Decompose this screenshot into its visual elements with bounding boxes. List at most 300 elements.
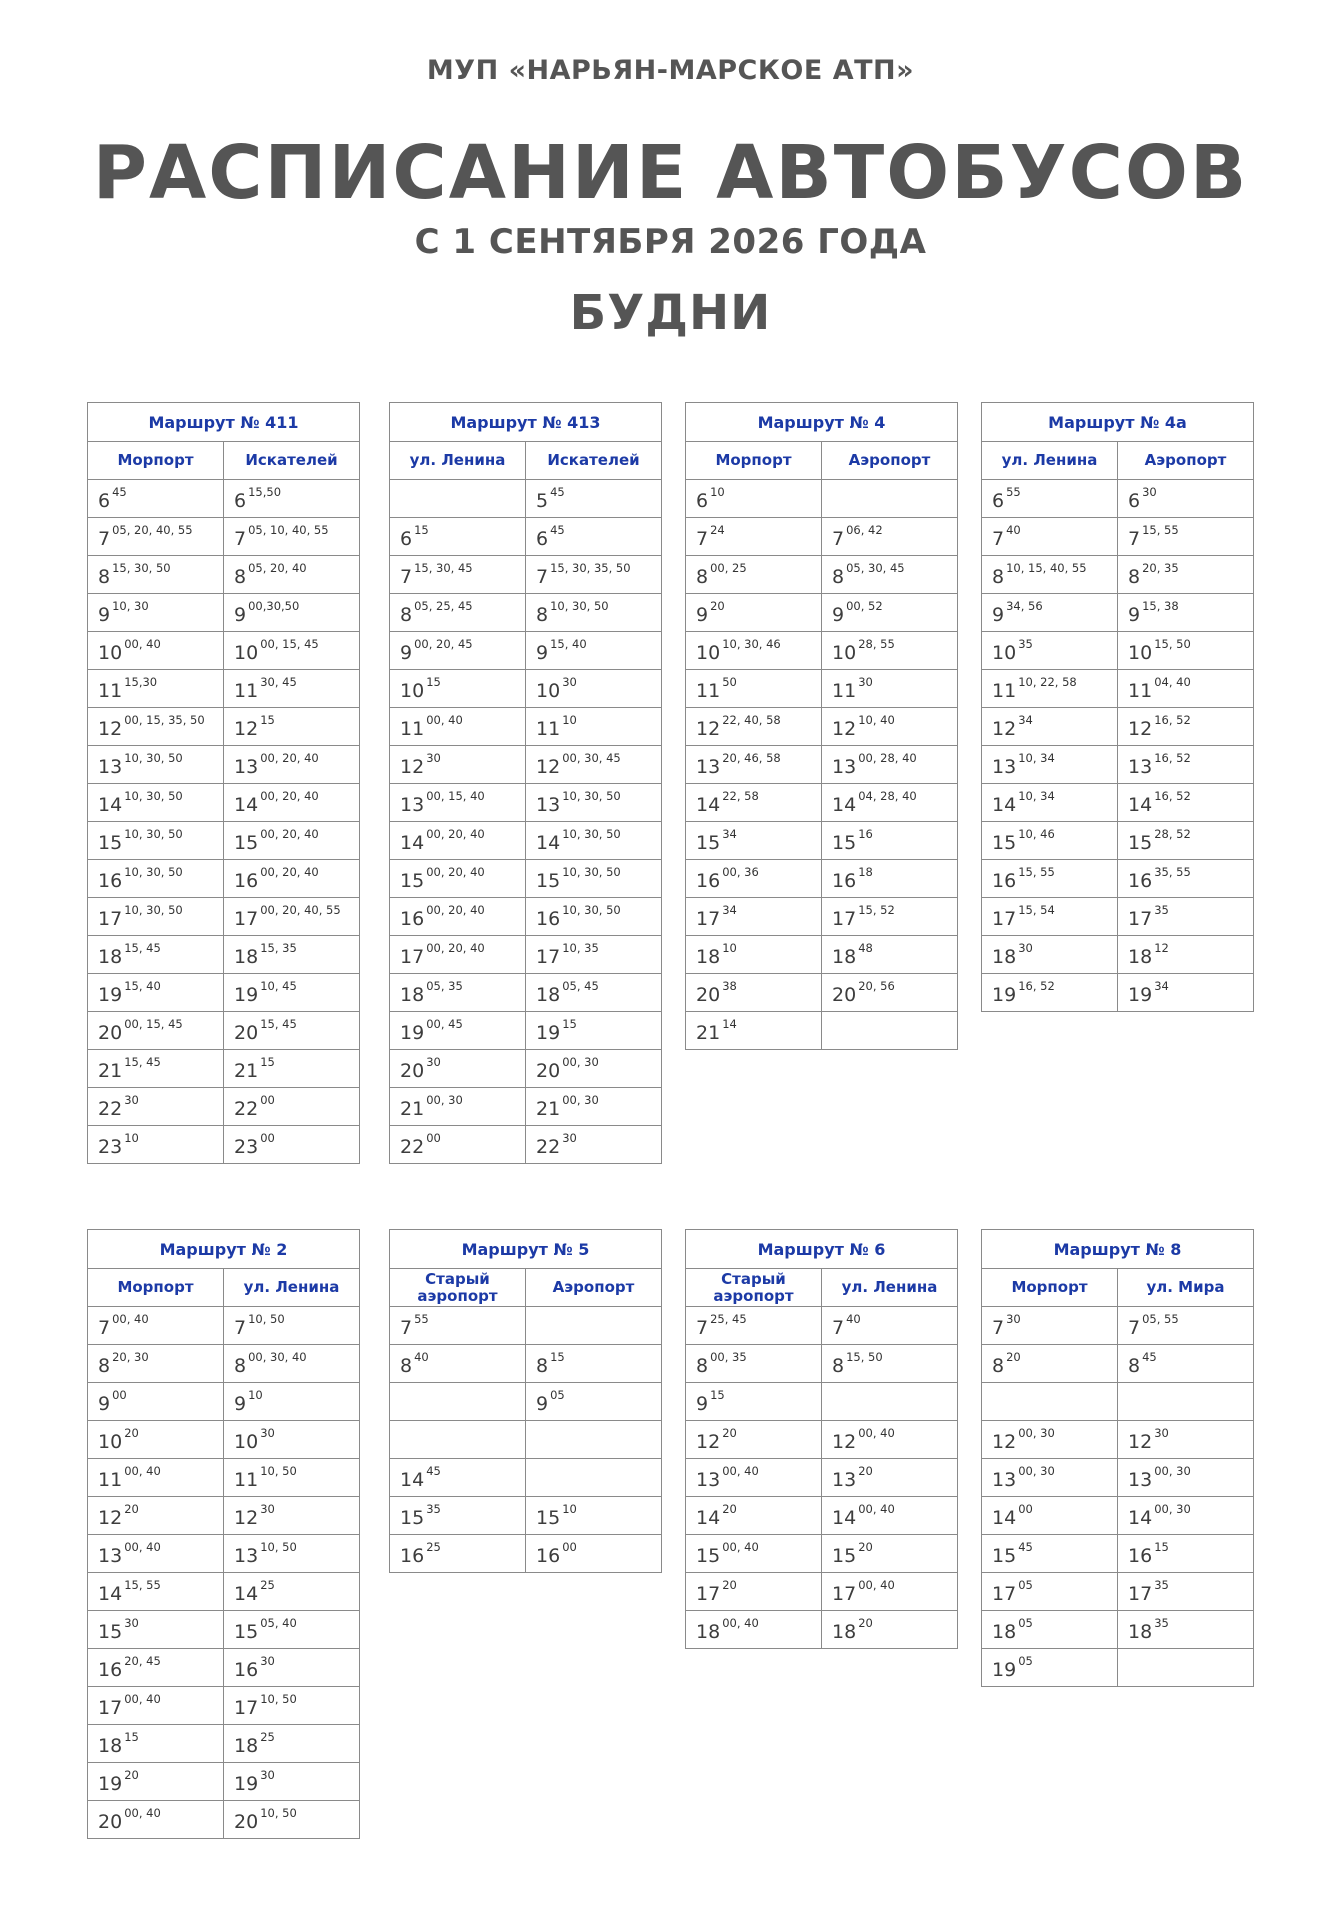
departure-hour: 14: [234, 794, 259, 816]
schedule-row: [88, 1497, 360, 1535]
departure-hour: 15: [696, 1545, 721, 1567]
departure-hour: 10: [696, 642, 721, 664]
departure-cell: [982, 1573, 1118, 1611]
departure-cell: [390, 1535, 526, 1573]
departure-cell: [686, 898, 822, 936]
departure-cell: [390, 1088, 526, 1126]
departure-hour: 11: [98, 680, 123, 702]
departure-hour: 8: [400, 604, 413, 626]
departure-cell: [88, 936, 224, 974]
route-title: Маршрут № 6: [686, 1230, 958, 1269]
departure-hour: 10: [234, 1431, 259, 1453]
departure-hour: 8: [1128, 566, 1141, 588]
departure-minutes: 00, 20, 40, 55: [260, 903, 341, 917]
schedule-row: [88, 1012, 360, 1050]
departure-hour: 22: [234, 1098, 259, 1120]
departure-cell: [1118, 480, 1254, 518]
departure-cell: [822, 1345, 958, 1383]
departure-cell: [982, 1535, 1118, 1573]
stop-name: Морпорт: [88, 1269, 224, 1307]
departure-cell: [224, 1383, 360, 1421]
departure-cell: [982, 746, 1118, 784]
departure-hour: 14: [98, 1583, 123, 1605]
departure-minutes: 00, 35: [710, 1350, 747, 1364]
departure-hour: 12: [992, 1431, 1017, 1453]
departure-cell: [390, 708, 526, 746]
route-table: [981, 1229, 1254, 1687]
departure-cell: [88, 822, 224, 860]
schedule-row: [88, 1763, 360, 1801]
departure-minutes: 15, 55: [1018, 865, 1055, 879]
departure-cell: [224, 974, 360, 1012]
departure-minutes: 40: [414, 1350, 429, 1364]
departure-minutes: 10, 50: [260, 1464, 297, 1478]
departure-hour: 7: [1128, 1317, 1141, 1339]
departure-hour: 17: [1128, 1583, 1153, 1605]
departure-cell: [982, 670, 1118, 708]
departure-minutes: 00, 30, 40: [248, 1350, 307, 1364]
departure-hour: 13: [234, 756, 259, 778]
stop-name: Аэропорт: [822, 442, 958, 480]
schedule-row: [390, 1383, 662, 1421]
departure-cell: [982, 1345, 1118, 1383]
schedule-row: [686, 670, 958, 708]
departure-hour: 7: [234, 1317, 247, 1339]
departure-cell: [526, 1345, 662, 1383]
departure-hour: 16: [536, 908, 561, 930]
departure-minutes: 00, 40: [124, 637, 161, 651]
departure-minutes: 15: [1154, 1540, 1169, 1554]
departure-cell: [1118, 974, 1254, 1012]
departure-cell: [822, 936, 958, 974]
departure-minutes: 10, 34: [1018, 789, 1055, 803]
departure-minutes: 30, 45: [260, 675, 297, 689]
departure-hour: 17: [832, 908, 857, 930]
departure-hour: 18: [98, 946, 123, 968]
departure-minutes: 30: [260, 1768, 275, 1782]
stop-name: Искателей: [526, 442, 662, 480]
departure-minutes: 10, 30, 50: [550, 599, 609, 613]
departure-cell: [1118, 1307, 1254, 1345]
departure-cell: [88, 708, 224, 746]
departure-minutes: 30: [1018, 941, 1033, 955]
departure-cell: [390, 1050, 526, 1088]
departure-minutes: 15, 54: [1018, 903, 1055, 917]
departure-hour: 17: [98, 1697, 123, 1719]
departure-cell: [982, 594, 1118, 632]
departure-hour: 13: [832, 756, 857, 778]
departure-minutes: 30: [1006, 1312, 1021, 1326]
departure-minutes: 10: [722, 941, 737, 955]
departure-cell: [390, 1459, 526, 1497]
departure-minutes: 00, 20, 40: [260, 865, 319, 879]
departure-cell: [526, 594, 662, 632]
departure-hour: 11: [536, 718, 561, 740]
departure-hour: 8: [234, 1355, 247, 1377]
departure-hour: 19: [1128, 984, 1153, 1006]
departure-hour: 7: [832, 1317, 845, 1339]
departure-minutes: 00, 40: [858, 1502, 895, 1516]
departure-hour: 7: [992, 1317, 1005, 1339]
departure-hour: 6: [696, 490, 709, 512]
stop-name: ул. Ленина: [982, 442, 1118, 480]
empty-cell: [1118, 1649, 1254, 1687]
departure-cell: [686, 1012, 822, 1050]
departure-hour: 13: [1128, 1469, 1153, 1491]
departure-cell: [224, 822, 360, 860]
departure-cell: [88, 1050, 224, 1088]
departure-hour: 9: [98, 1393, 111, 1415]
departure-hour: 20: [234, 1811, 259, 1833]
departure-hour: 22: [400, 1136, 425, 1158]
schedule-row: [390, 1050, 662, 1088]
departure-cell: [686, 1573, 822, 1611]
departure-cell: [526, 974, 662, 1012]
departure-minutes: 30: [426, 1055, 441, 1069]
departure-minutes: 16: [858, 827, 873, 841]
departure-minutes: 00, 52: [846, 599, 883, 613]
departure-cell: [1118, 1345, 1254, 1383]
departure-hour: 13: [98, 756, 123, 778]
departure-minutes: 48: [858, 941, 873, 955]
departure-cell: [1118, 1459, 1254, 1497]
departure-cell: [390, 860, 526, 898]
departure-cell: [982, 1497, 1118, 1535]
departure-cell: [88, 1611, 224, 1649]
schedule-row: [390, 784, 662, 822]
departure-cell: [822, 898, 958, 936]
departure-minutes: 00, 30: [562, 1055, 599, 1069]
departure-hour: 9: [1128, 604, 1141, 626]
departure-minutes: 35: [1154, 1578, 1169, 1592]
departure-cell: [526, 936, 662, 974]
departure-minutes: 00, 40: [112, 1312, 149, 1326]
departure-minutes: 20, 35: [1142, 561, 1179, 575]
schedule-row: [686, 1535, 958, 1573]
departure-minutes: 16, 52: [1154, 789, 1191, 803]
departure-cell: [526, 898, 662, 936]
schedule-row: [982, 1345, 1254, 1383]
departure-minutes: 00, 30: [1018, 1426, 1055, 1440]
departure-cell: [982, 974, 1118, 1012]
departure-hour: 15: [234, 832, 259, 854]
departure-hour: 14: [696, 794, 721, 816]
departure-hour: 6: [234, 490, 247, 512]
departure-minutes: 45: [1142, 1350, 1157, 1364]
departure-cell: [526, 1497, 662, 1535]
departure-minutes: 00, 36: [722, 865, 759, 879]
departure-cell: [88, 1687, 224, 1725]
schedule-row: [88, 1050, 360, 1088]
departure-hour: 15: [992, 1545, 1017, 1567]
departure-cell: [88, 898, 224, 936]
departure-cell: [686, 784, 822, 822]
departure-hour: 14: [832, 794, 857, 816]
schedule-row: [390, 1459, 662, 1497]
route-title: Маршрут № 4: [686, 403, 958, 442]
departure-minutes: 20: [722, 1502, 737, 1516]
departure-cell: [526, 860, 662, 898]
departure-minutes: 00, 20, 40: [260, 827, 319, 841]
departure-cell: [686, 480, 822, 518]
departure-cell: [822, 822, 958, 860]
schedule-row: [88, 1687, 360, 1725]
schedule-row: [982, 1459, 1254, 1497]
departure-cell: [822, 632, 958, 670]
departure-hour: 11: [1128, 680, 1153, 702]
departure-cell: [822, 1307, 958, 1345]
departure-hour: 14: [696, 1507, 721, 1529]
departure-hour: 19: [98, 1773, 123, 1795]
departure-cell: [224, 1725, 360, 1763]
departure-cell: [1118, 556, 1254, 594]
departure-minutes: 05, 30, 45: [846, 561, 905, 575]
departure-cell: [390, 1126, 526, 1164]
departure-hour: 19: [536, 1022, 561, 1044]
departure-hour: 17: [400, 946, 425, 968]
departure-cell: [686, 974, 822, 1012]
departure-hour: 14: [1128, 794, 1153, 816]
departure-cell: [88, 784, 224, 822]
departure-cell: [224, 1088, 360, 1126]
departure-minutes: 25: [260, 1578, 275, 1592]
departure-minutes: 14: [722, 1017, 737, 1031]
departure-minutes: 00, 20, 40: [426, 941, 485, 955]
departure-hour: 16: [400, 908, 425, 930]
departure-hour: 9: [832, 604, 845, 626]
departure-hour: 7: [696, 1317, 709, 1339]
departure-hour: 12: [536, 756, 561, 778]
departure-cell: [526, 708, 662, 746]
departure-minutes: 00, 30: [1154, 1502, 1191, 1516]
departure-minutes: 15: [414, 523, 429, 537]
departure-minutes: 35, 55: [1154, 865, 1191, 879]
departure-cell: [526, 822, 662, 860]
departure-minutes: 38: [722, 979, 737, 993]
departure-cell: [686, 1307, 822, 1345]
departure-cell: [390, 784, 526, 822]
departure-cell: [822, 746, 958, 784]
departure-minutes: 05, 10, 40, 55: [248, 523, 329, 537]
departure-minutes: 50: [722, 675, 737, 689]
departure-minutes: 10, 50: [260, 1692, 297, 1706]
departure-cell: [224, 1012, 360, 1050]
departure-hour: 11: [400, 718, 425, 740]
departure-hour: 12: [992, 718, 1017, 740]
schedule-row: [686, 1497, 958, 1535]
schedule-row: [390, 556, 662, 594]
departure-minutes: 20: [858, 1540, 873, 1554]
empty-cell: [822, 480, 958, 518]
departure-cell: [982, 1649, 1118, 1687]
departure-minutes: 20: [858, 1464, 873, 1478]
departure-hour: 20: [98, 1022, 123, 1044]
stop-name: ул. Ленина: [822, 1269, 958, 1307]
departure-minutes: 15: [260, 713, 275, 727]
departure-cell: [390, 632, 526, 670]
departure-hour: 13: [234, 1545, 259, 1567]
departure-cell: [224, 1535, 360, 1573]
route-table: [87, 402, 360, 1164]
departure-cell: [88, 670, 224, 708]
departure-hour: 14: [992, 794, 1017, 816]
departure-hour: 19: [98, 984, 123, 1006]
departure-cell: [224, 518, 360, 556]
departure-hour: 13: [536, 794, 561, 816]
departure-hour: 8: [832, 1355, 845, 1377]
departure-hour: 14: [992, 1507, 1017, 1529]
schedule-row: [390, 822, 662, 860]
empty-cell: [822, 1012, 958, 1050]
departure-minutes: 15: [426, 675, 441, 689]
departure-hour: 17: [992, 908, 1017, 930]
departure-minutes: 00, 40: [124, 1540, 161, 1554]
departure-hour: 15: [98, 1621, 123, 1643]
departure-hour: 13: [832, 1469, 857, 1491]
schedule-row: [686, 518, 958, 556]
schedule-row: [88, 974, 360, 1012]
schedule-row: [982, 822, 1254, 860]
schedule-row: [686, 1421, 958, 1459]
schedule-row: [88, 670, 360, 708]
departure-hour: 16: [1128, 1545, 1153, 1567]
schedule-row: [88, 1649, 360, 1687]
schedule-row: [88, 898, 360, 936]
schedule-row: [686, 974, 958, 1012]
departure-minutes: 00, 40: [858, 1426, 895, 1440]
stop-name: Искателей: [224, 442, 360, 480]
departure-cell: [822, 784, 958, 822]
departure-minutes: 00, 25: [710, 561, 747, 575]
departure-hour: 7: [1128, 528, 1141, 550]
stop-name: Морпорт: [982, 1269, 1118, 1307]
schedule-row: [88, 1801, 360, 1839]
departure-hour: 11: [696, 680, 721, 702]
departure-cell: [1118, 822, 1254, 860]
stop-name: Аэропорт: [526, 1269, 662, 1307]
departure-cell: [88, 1012, 224, 1050]
departure-hour: 14: [536, 832, 561, 854]
departure-hour: 12: [696, 1431, 721, 1453]
departure-minutes: 10, 30, 50: [124, 865, 183, 879]
departure-cell: [88, 1383, 224, 1421]
schedule-row: [982, 936, 1254, 974]
empty-cell: [390, 480, 526, 518]
departure-hour: 20: [696, 984, 721, 1006]
schedule-row: [982, 632, 1254, 670]
schedule-row: [390, 1126, 662, 1164]
departure-hour: 11: [234, 1469, 259, 1491]
departure-minutes: 20: [124, 1502, 139, 1516]
departure-hour: 13: [696, 756, 721, 778]
departure-hour: 8: [536, 604, 549, 626]
departure-hour: 14: [400, 832, 425, 854]
departure-cell: [1118, 1497, 1254, 1535]
departure-cell: [88, 1126, 224, 1164]
departure-hour: 16: [992, 870, 1017, 892]
departure-hour: 8: [992, 1355, 1005, 1377]
departure-minutes: 00: [260, 1093, 275, 1107]
departure-cell: [822, 556, 958, 594]
departure-minutes: 10, 30, 50: [124, 903, 183, 917]
departure-minutes: 15, 45: [124, 941, 161, 955]
route-table: [389, 402, 662, 1164]
departure-minutes: 25: [426, 1540, 441, 1554]
departure-hour: 12: [832, 1431, 857, 1453]
departure-hour: 8: [992, 566, 1005, 588]
departure-minutes: 10, 50: [260, 1806, 297, 1820]
departure-hour: 19: [234, 984, 259, 1006]
departure-minutes: 20: [124, 1768, 139, 1782]
departure-minutes: 00, 30: [1154, 1464, 1191, 1478]
empty-cell: [526, 1421, 662, 1459]
departure-hour: 9: [234, 1393, 247, 1415]
departure-cell: [88, 1535, 224, 1573]
departure-minutes: 15, 35: [260, 941, 297, 955]
schedule-row: [686, 784, 958, 822]
departure-hour: 9: [536, 1393, 549, 1415]
empty-cell: [390, 1421, 526, 1459]
departure-cell: [224, 1687, 360, 1725]
departure-minutes: 05: [550, 1388, 565, 1402]
departure-minutes: 00, 20, 40: [260, 751, 319, 765]
schedule-row: [88, 1126, 360, 1164]
schedule-row: [88, 1088, 360, 1126]
departure-hour: 8: [98, 1355, 111, 1377]
departure-hour: 22: [98, 1098, 123, 1120]
departure-hour: 7: [696, 528, 709, 550]
departure-hour: 11: [832, 680, 857, 702]
departure-hour: 17: [696, 1583, 721, 1605]
departure-minutes: 24: [710, 523, 725, 537]
schedule-row: [982, 480, 1254, 518]
schedule-row: [390, 1088, 662, 1126]
departure-minutes: 10, 30, 50: [562, 903, 621, 917]
schedule-row: [982, 1535, 1254, 1573]
departure-hour: 20: [536, 1060, 561, 1082]
schedule-row: [88, 556, 360, 594]
departure-cell: [822, 1497, 958, 1535]
departure-minutes: 34: [722, 827, 737, 841]
departure-cell: [88, 1345, 224, 1383]
departure-hour: 12: [234, 718, 259, 740]
departure-cell: [686, 860, 822, 898]
departure-hour: 15: [98, 832, 123, 854]
departure-minutes: 05, 35: [426, 979, 463, 993]
departure-hour: 18: [696, 946, 721, 968]
departure-cell: [224, 594, 360, 632]
stop-name: Аэропорт: [1118, 442, 1254, 480]
departure-cell: [982, 898, 1118, 936]
departure-cell: [822, 974, 958, 1012]
departure-minutes: 04, 40: [1154, 675, 1191, 689]
departure-cell: [390, 746, 526, 784]
departure-minutes: 10: [710, 485, 725, 499]
departure-hour: 8: [1128, 1355, 1141, 1377]
departure-minutes: 30: [260, 1654, 275, 1668]
departure-minutes: 00, 20, 40: [426, 865, 485, 879]
schedule-row: [982, 1307, 1254, 1345]
departure-cell: [88, 1763, 224, 1801]
departure-cell: [88, 1088, 224, 1126]
departure-minutes: 04, 28, 40: [858, 789, 917, 803]
departure-cell: [686, 746, 822, 784]
departure-cell: [822, 594, 958, 632]
departure-cell: [224, 708, 360, 746]
schedule-row: [686, 898, 958, 936]
departure-minutes: 15, 40: [124, 979, 161, 993]
departure-minutes: 45: [112, 485, 127, 499]
